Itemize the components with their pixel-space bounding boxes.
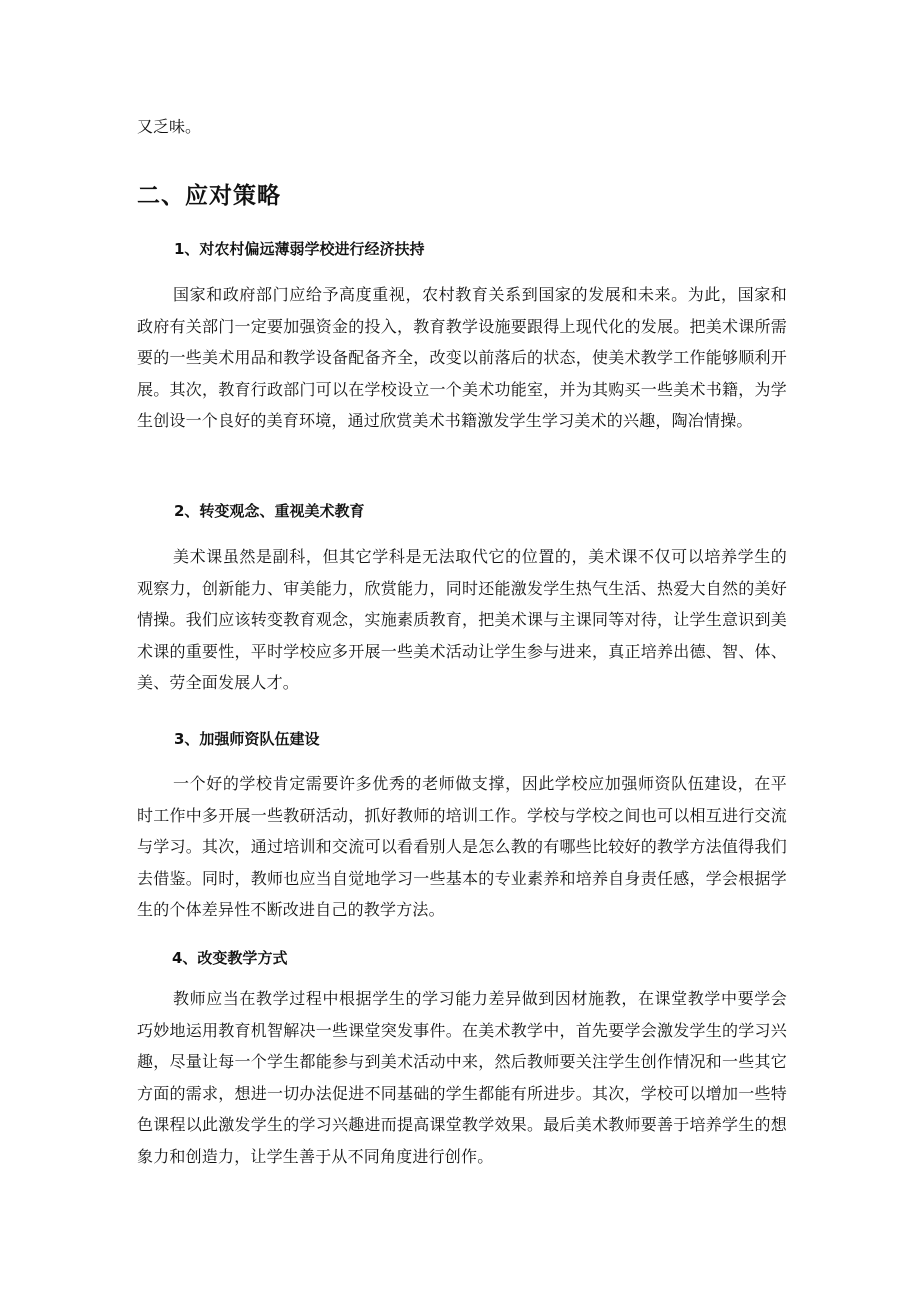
subsection-heading-4: 4、改变教学方式	[172, 949, 288, 967]
subsection-heading-3: 3、加强师资队伍建设	[174, 730, 320, 748]
subsection-heading-2: 2、转变观念、重视美术教育	[174, 502, 365, 520]
subsection-heading-1: 1、对农村偏远薄弱学校进行经济扶持	[174, 240, 425, 258]
subsection-paragraph-1: 国家和政府部门应给予高度重视，农村教育关系到国家的发展和未来。为此，国家和政府有关部门一定要加强资金的投入，教育教学设施要跟得上现代化的发展。把美术课所需要的一些美术用品和教学设备配备齐全，改变以前落后的状态，使美术教学工作能够顺利开展。其次，教育行政部门可以在学校设立一个美术功能室，并为其购买一些美术书籍，为学生创设一个良好的美育环境，通过欣赏美术书籍激发学生学习美术的兴趣，陶冶情操。	[137, 285, 787, 430]
subsection-paragraph-4: 教师应当在教学过程中根据学生的学习能力差异做到因材施教，在课堂教学中要学会巧妙地运用教育机智解决一些课堂突发事件。在美术教学中，首先要学会激发学生的学习兴趣，尽量让每一个学生都能参与到美术活动中来，然后教师要关注学生创作情况和一些其它方面的需求，想进一切办法促进不同基础的学生都能有所进步。其次，学校可以增加一些特色课程以此激发学生的学习兴趣进而提高课堂教学效果。最后美术教师要善于培养学生的想象力和创造力，让学生善于从不同角度进行创作。	[137, 989, 787, 1166]
section-title: 二、应对策略	[137, 183, 281, 209]
subsection-paragraph-3: 一个好的学校肯定需要许多优秀的老师做支撑，因此学校应加强师资队伍建设，在平时工作中多开展一些教研活动，抓好教师的培训工作。学校与学校之间也可以相互进行交流与学习。其次，通过培训和交流可以看看别人是怎么教的有哪些比较好的教学方法值得我们去借鉴。同时，教师也应当自觉地学习一些基本的专业素养和培养自身责任感，学会根据学生的个体差异性不断改进自己的教学方法。	[137, 774, 787, 919]
continuation-text: 又乏味。	[137, 117, 202, 136]
subsection-paragraph-2: 美术课虽然是副科，但其它学科是无法取代它的位置的，美术课不仅可以培养学生的观察力，创新能力、审美能力，欣赏能力，同时还能激发学生热气生活、热爱大自然的美好情操。我们应该转变教育观念，实施素质教育，把美术课与主课同等对待，让学生意识到美术课的重要性，平时学校应多开展一些美术活动让学生参与进来，真正培养出德、智、体、美、劳全面发展人才。	[137, 547, 787, 692]
